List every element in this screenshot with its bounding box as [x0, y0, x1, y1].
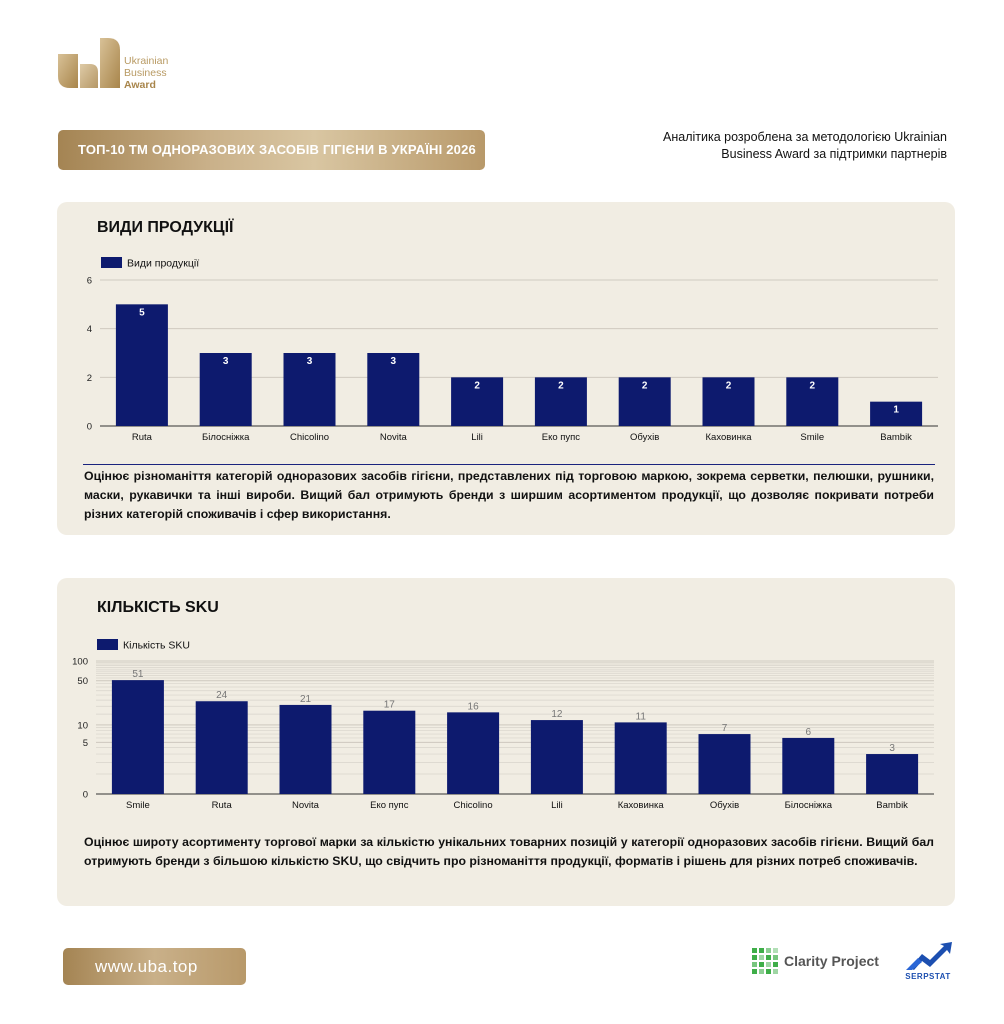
- x-tick-label: Каховинка: [617, 800, 664, 811]
- x-tick-label: Bambik: [876, 800, 908, 811]
- data-label: 21: [299, 693, 312, 705]
- data-label: 7: [721, 723, 728, 735]
- data-label: 5: [139, 307, 145, 319]
- section-title-sku: КІЛЬКІСТЬ SKU: [97, 599, 219, 616]
- bar: [447, 712, 499, 794]
- data-label: 2: [641, 380, 648, 392]
- bar: [116, 304, 168, 426]
- x-tick-label: Chicolino: [453, 800, 493, 811]
- clarity-project-icon: [752, 948, 778, 974]
- data-label: 16: [467, 701, 479, 713]
- bar: [363, 711, 415, 794]
- y-tick-label: 6: [86, 275, 92, 287]
- data-label: 3: [222, 356, 229, 367]
- y-tick-label: 10: [77, 720, 88, 732]
- legend-label: Кількість SKU: [123, 639, 191, 652]
- page-title: ТОП-10 ТМ ОДНОРАЗОВИХ ЗАСОБІВ ГІГІЄНИ В УКРАЇНІ 2026: [58, 130, 485, 170]
- data-label: 6: [805, 726, 812, 738]
- x-tick-label: Білосніжка: [202, 432, 250, 443]
- data-label: 2: [809, 380, 816, 392]
- x-tick-label: Novita: [292, 800, 319, 811]
- x-tick-label: Обухів: [709, 800, 740, 811]
- product-types-chart: [57, 202, 955, 457]
- legend-swatch: [97, 639, 118, 650]
- sku-count-card: [57, 578, 955, 906]
- section-title-product-types: ВИДИ ПРОДУКЦІЇ: [97, 219, 234, 236]
- y-tick-label: 0: [82, 789, 88, 801]
- section-description: Оцінює широту асортименту торгової марки за кількістю унікальних товарних позицій у категорії одноразових засобів гігієни. Вищий бал отримують бренди з більшою кількістю SKU, що свідчить про різноманіття продукції, форматів і рішень для різних потреб споживачів.: [84, 835, 934, 868]
- data-label: 51: [132, 669, 144, 681]
- data-label: 2: [558, 380, 564, 392]
- section-description: Оцінює різноманіття категорій одноразових засобів гігієни, представлених під торговою маркою, зокрема серветки, пелюшки, рушники, маски, рукавички та інші вироби. Вищий бал отримують бренди з ширшим асортиментом продукції, що дозволяє покривати потреби різних категорій споживачів і сфер використання.: [84, 469, 934, 521]
- bar: [196, 701, 248, 794]
- x-tick-label: Еко пупс: [541, 432, 581, 443]
- y-tick-label: 50: [77, 676, 88, 688]
- x-tick-label: Ruta: [211, 800, 232, 811]
- legend-swatch: [101, 257, 122, 268]
- logo-wordmark: Ukrainian Business Award: [124, 55, 169, 91]
- data-label: 12: [551, 709, 563, 721]
- partner-serpstat: [900, 940, 956, 984]
- y-tick-label: 5: [82, 737, 88, 749]
- data-label: 17: [383, 699, 395, 711]
- bar: [699, 734, 751, 794]
- x-tick-label: Novita: [379, 432, 407, 443]
- x-tick-label: Lili: [471, 432, 483, 443]
- divider: [83, 464, 935, 465]
- data-label: 1: [893, 404, 899, 416]
- bar: [615, 722, 667, 794]
- x-tick-label: Ruta: [131, 432, 152, 443]
- y-tick-label: 4: [86, 324, 92, 336]
- x-tick-label: Lili: [551, 800, 563, 811]
- x-tick-label: Білосніжка: [784, 800, 832, 811]
- x-tick-label: Каховинка: [705, 432, 752, 443]
- partner-name-clarity: Clarity Project: [784, 953, 879, 969]
- x-tick-label: Bambik: [880, 432, 912, 443]
- data-label: 3: [889, 743, 895, 755]
- partner-name-serpstat: SERPSTAT: [905, 972, 951, 981]
- bar: [866, 754, 918, 794]
- x-tick-label: Smile: [800, 432, 825, 443]
- data-label: 2: [474, 380, 480, 392]
- x-tick-label: Еко пупс: [370, 800, 409, 811]
- bar: [280, 705, 332, 794]
- legend-label: Види продукції: [127, 257, 200, 270]
- data-label: 3: [306, 356, 313, 367]
- partner-clarity-project: [752, 946, 879, 976]
- bar: [782, 738, 834, 794]
- bar: [112, 680, 164, 794]
- x-tick-label: Smile: [126, 800, 150, 811]
- y-tick-label: 0: [86, 421, 92, 433]
- y-tick-label: 100: [72, 656, 88, 668]
- data-label: 24: [216, 690, 228, 702]
- bar: [531, 720, 583, 794]
- website-link[interactable]: www.uba.top: [63, 948, 246, 985]
- x-tick-label: Chicolino: [289, 432, 330, 443]
- serpstat-icon: [900, 940, 956, 972]
- sku-count-chart: [57, 578, 955, 818]
- x-tick-label: Обухів: [630, 432, 660, 443]
- data-label: 3: [390, 356, 397, 367]
- data-label: 2: [725, 380, 732, 392]
- data-label: 11: [635, 711, 646, 723]
- y-tick-label: 2: [86, 372, 92, 384]
- product-types-card: [57, 202, 955, 535]
- page-subtitle: Аналітика розроблена за методологією Ukrainian Business Award за підтримки партнерів: [663, 130, 947, 161]
